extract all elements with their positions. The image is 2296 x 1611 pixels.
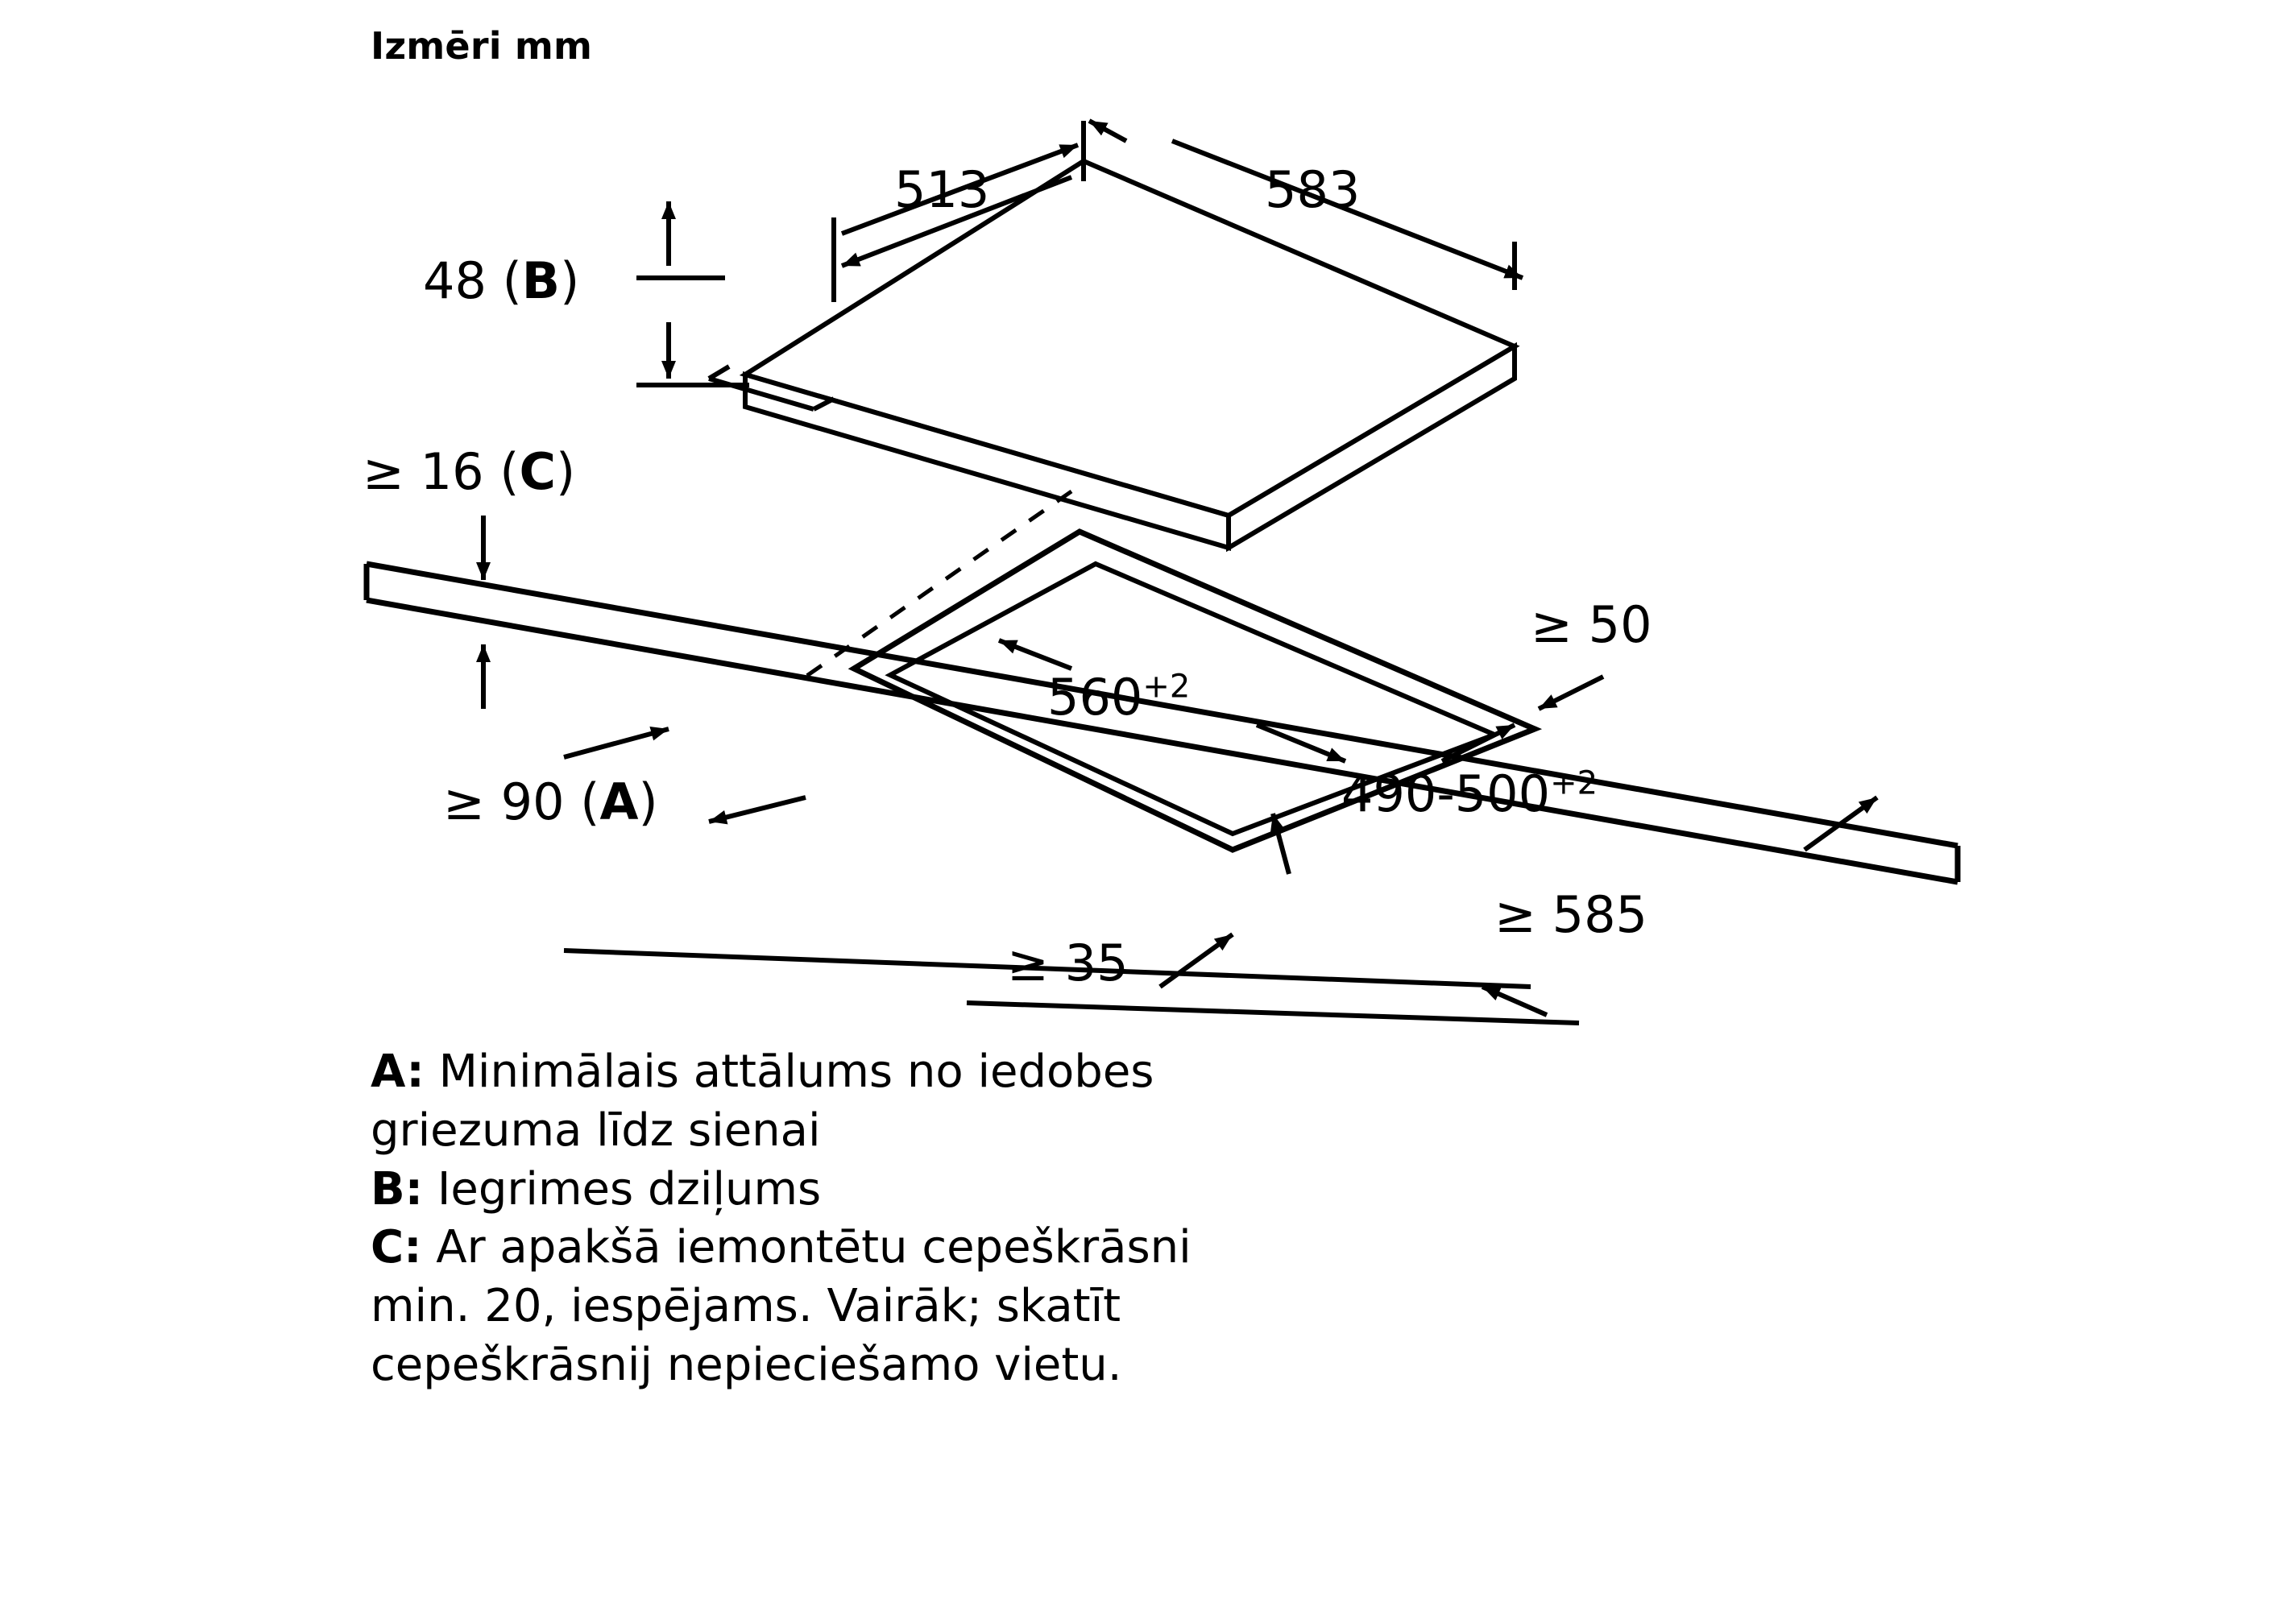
dimension-min90-a: ≥ 90 (A) [443,772,658,831]
dimension-513: 513 [894,160,990,219]
legend-line-c [371,1219,1498,1278]
legend-line-c-cont2: cepeškrāsnij nepieciešamo vietu. [371,1338,1122,1391]
dimension-min50: ≥ 50 [1531,595,1652,654]
dimension-583: 583 [1265,160,1361,219]
legend-ref-c: C: [371,1221,422,1274]
legend-line-c-cont1: min. 20, iespējams. Vairāk; skatīt [371,1280,1121,1333]
legend-line-a-cont: griezuma līdz sienai [371,1104,821,1157]
legend-block [371,1043,1498,1395]
dimension-560: $560^{+2}$ [1047,668,1191,727]
dimension-min35: ≥ 35 [1007,934,1129,992]
legend-ref-a: A: [371,1046,425,1098]
page-title: Izmēri mm [371,24,593,68]
legend-line-a [371,1043,1498,1102]
legend-text-c: Ar apakšā iemontētu cepeškrāsni [421,1221,1192,1274]
dimension-min16-c: ≥ 16 (C) [363,442,576,501]
legend-line-b [371,1161,1498,1220]
dimension-48-b: 48 (B) [423,251,580,310]
legend-text-b: Iegrimes dziļums [423,1162,822,1215]
dimension-min585: ≥ 585 [1494,885,1647,944]
dimension-490-500: $490-500^{+2}$ [1341,764,1598,823]
legend-ref-b: B: [371,1162,424,1215]
hob-plate [709,161,1515,548]
legend-text-a: Minimālais attālums no iedobes [424,1046,1154,1098]
